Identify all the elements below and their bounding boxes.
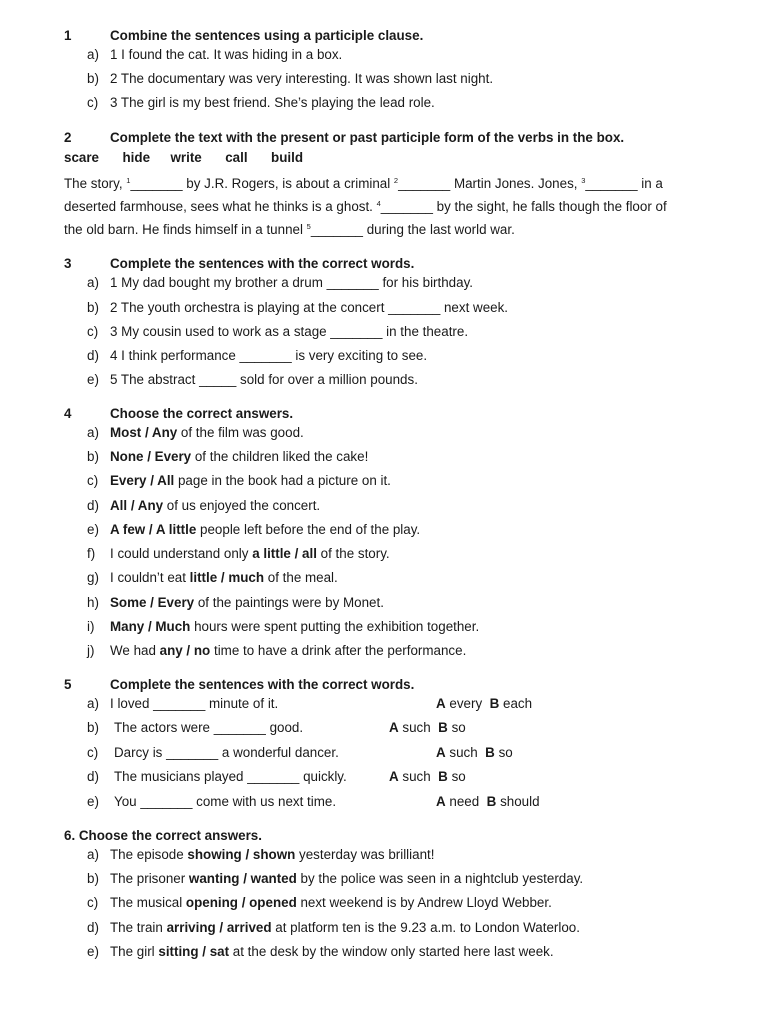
item-letter: a) (87, 275, 99, 290)
item-letter: i) (87, 619, 95, 634)
item-letter: a) (87, 696, 99, 711)
exercise-item: I couldn’t eat little / much of the meal. (110, 570, 338, 585)
item-letter: a) (87, 425, 99, 440)
item-letter: d) (87, 769, 99, 784)
item-letter: e) (87, 794, 99, 809)
exercise-item: Most / Any of the film was good. (110, 425, 304, 440)
section-3-title: Complete the sentences with the correct words. (110, 256, 415, 271)
exercise-item: None / Every of the children liked the cake! (110, 449, 369, 464)
item-letter: d) (87, 498, 99, 513)
verb-word: write (170, 150, 202, 165)
exercise-item: The girl sitting / sat at the desk by the window only started here last week. (110, 944, 554, 959)
exercise-item: The musicians played _______ quickly. (114, 769, 347, 784)
item-letter: a) (87, 47, 99, 62)
item-letter: b) (87, 71, 99, 86)
item-letter: c) (87, 895, 99, 910)
exercise-item: 4 I think performance _______ is very exciting to see. (110, 348, 428, 363)
section-1-number: 1 (64, 28, 72, 43)
exercise-item: The prisoner wanting / wanted by the police was seen in a nightclub yesterday. (110, 871, 584, 886)
exercise-item: The episode showing / shown yesterday was brilliant! (110, 847, 435, 862)
item-letter: e) (87, 944, 99, 959)
item-letter: d) (87, 920, 99, 935)
gap-text-line-2: deserted farmhouse, sees what he thinks is a ghost. $^4$_______ by the sight, he falls though the floor of (64, 199, 667, 214)
verb-word: hide (122, 150, 151, 165)
section-2-number: 2 (64, 130, 72, 145)
item-letter: b) (87, 720, 99, 735)
gap-text-line-1: The story, $^1$_______ by J.R. Rogers, is about a criminal $^2$_______ Martin Jones. Jones, $^3$_______ in a (64, 176, 663, 191)
verb-box (64, 150, 303, 166)
exercise-item: We had any / no time to have a drink after the performance. (110, 643, 467, 658)
item-letter: f) (87, 546, 96, 561)
exercise-item: Many / Much hours were spent putting the exhibition together. (110, 619, 480, 634)
answer-options: A every B each (436, 696, 533, 711)
item-letter: c) (87, 95, 99, 110)
section-5-number: 5 (64, 677, 72, 692)
exercise-item: 3 My cousin used to work as a stage _______ in the theatre. (110, 324, 469, 339)
item-letter: j) (87, 643, 95, 658)
answer-options: A need B should (436, 794, 540, 809)
exercise-item: 1 I found the cat. It was hiding in a box. (110, 47, 343, 62)
exercise-item: Every / All page in the book had a picture on it. (110, 473, 391, 488)
exercise-item: The musical opening / opened next weekend is by Andrew Lloyd Webber. (110, 895, 552, 910)
exercise-item: You _______ come with us next time. (114, 794, 337, 809)
section-5-title: Complete the sentences with the correct words. (110, 677, 415, 692)
verb-word: build (271, 150, 304, 165)
section-4-title: Choose the correct answers. (110, 406, 294, 421)
gap-text-line-3: the old barn. He finds himself in a tunnel $^5$_______ during the last world war. (64, 222, 515, 237)
exercise-item: 5 The abstract _____ sold for over a million pounds. (110, 372, 418, 387)
exercise-item: 1 My dad bought my brother a drum _______ for his birthday. (110, 275, 473, 290)
item-letter: c) (87, 324, 99, 339)
section-6-title: 6. Choose the correct answers. (64, 828, 262, 843)
answer-options: A such B so (436, 745, 513, 760)
item-letter: c) (87, 473, 99, 488)
section-1-title: Combine the sentences using a participle clause. (110, 28, 424, 43)
item-letter: b) (87, 871, 99, 886)
item-letter: e) (87, 372, 99, 387)
item-letter: b) (87, 300, 99, 315)
exercise-item: 2 The documentary was very interesting. It was shown last night. (110, 71, 494, 86)
item-letter: b) (87, 449, 99, 464)
item-letter: a) (87, 847, 99, 862)
verb-word: scare (64, 150, 100, 165)
answer-options: A such B so (389, 769, 466, 784)
exercise-item: 3 The girl is my best friend. She’s playing the lead role. (110, 95, 435, 110)
item-letter: h) (87, 595, 99, 610)
exercise-item: 2 The youth orchestra is playing at the concert _______ next week. (110, 300, 508, 315)
exercise-item: Darcy is _______ a wonderful dancer. (114, 745, 339, 760)
exercise-item: All / Any of us enjoyed the concert. (110, 498, 321, 513)
section-3-number: 3 (64, 256, 72, 271)
exercise-item: I could understand only a little / all of the story. (110, 546, 390, 561)
verb-word: call (225, 150, 248, 165)
section-2-title: Complete the text with the present or past participle form of the verbs in the box. (110, 130, 625, 145)
exercise-item: The train arriving / arrived at platform ten is the 9.23 a.m. to London Waterloo. (110, 920, 580, 935)
section-4-number: 4 (64, 406, 72, 421)
item-letter: g) (87, 570, 99, 585)
item-letter: c) (87, 745, 99, 760)
exercise-item: The actors were _______ good. (114, 720, 304, 735)
answer-options: A such B so (389, 720, 466, 735)
item-letter: d) (87, 348, 99, 363)
exercise-item: A few / A little people left before the end of the play. (110, 522, 421, 537)
exercise-item: Some / Every of the paintings were by Monet. (110, 595, 384, 610)
exercise-item: I loved _______ minute of it. (110, 696, 279, 711)
item-letter: e) (87, 522, 99, 537)
